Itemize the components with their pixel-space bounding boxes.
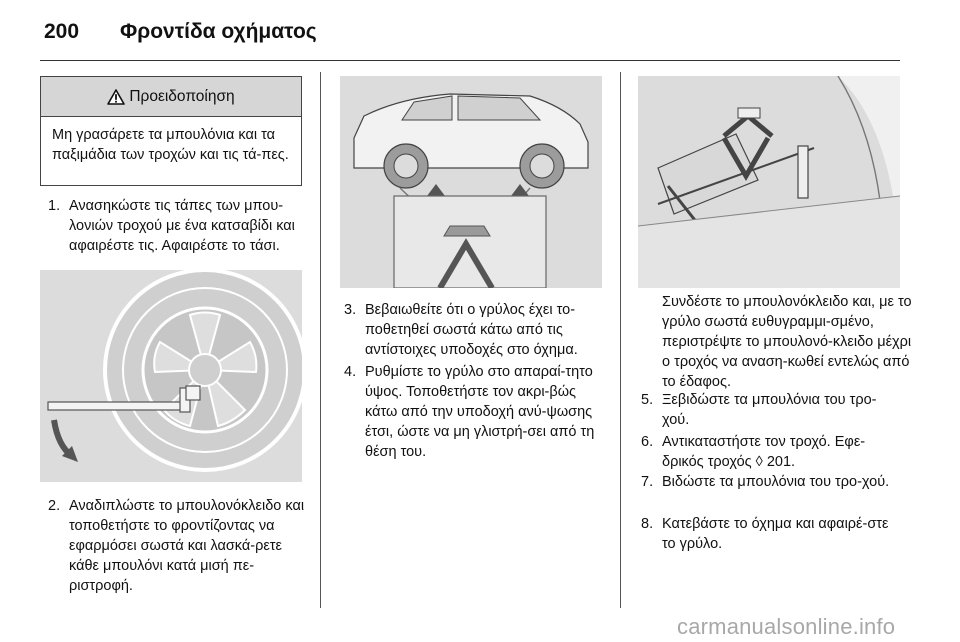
step-text: Αναδιπλώστε το μπουλονόκλειδο και τοποθετήστε το φροντίζοντας να εφαρμόσει σωστά και λασκά-ρετε κάθε μπουλόνι κατά μισή πε-ριστροφή. (69, 498, 305, 594)
page-title: Φροντίδα οχήματος (120, 20, 317, 43)
car-jack-points-illustration (340, 76, 602, 288)
continuation-paragraph: Συνδέστε το μπουλονόκλειδο και, με το γρύλο σωστά ευθυγραμμι-σμένο, περιστρέψτε το μπουλονό-κλειδο μέχρι ο τροχός να αναση-κωθεί εντελώς από το έδαφος. (662, 294, 912, 390)
warning-text: Μη γρασάρετε τα μπουλόνια και τα παξιμάδια των τροχών και τις τά-πες. (52, 127, 289, 163)
step-8 (641, 514, 903, 554)
column-divider-1 (320, 72, 321, 608)
step-text: Κατεβάστε το όχημα και αφαιρέ-στε το γρύλο. (662, 516, 889, 552)
step-2 (48, 496, 310, 596)
step-7 (641, 472, 903, 492)
column-divider-2 (620, 72, 621, 608)
step-4 (344, 362, 606, 462)
page-reference-link[interactable]: 201. (766, 454, 796, 470)
warning-triangle-icon (107, 89, 125, 105)
warning-heading-text: Προειδοποίηση (129, 87, 235, 105)
step-text: Βιδώστε τα μπουλόνια του τρο-χού. (662, 474, 890, 490)
step-6 (641, 432, 903, 472)
step-1 (48, 196, 310, 256)
step-number: 6. (641, 434, 654, 450)
step-3 (344, 300, 606, 360)
step-number: 8. (641, 516, 654, 532)
wheel-wrench-illustration (40, 270, 302, 482)
step-text: Ξεβιδώστε τα μπουλόνια του τρο-χού. (662, 392, 877, 428)
step-number: 4. (344, 364, 357, 380)
warning-heading (41, 77, 301, 117)
header-rule (40, 60, 900, 61)
warning-box (40, 76, 302, 186)
step-text: Ρυθμίστε το γρύλο στο απαραί-τητο ύψος. Τοποθετήστε τον ακρι-βώς κάτω από την υποδοχή ανύ-ψωσης έτσι, ώστε να μη γλιστρή-σει από τη θέση του. (365, 364, 595, 460)
page-number: 200 (44, 20, 80, 43)
step-text-main: Αντικαταστήστε τον τροχό. Εφε-δρικός τροχός (662, 434, 866, 470)
page-reference-icon: ◊ (755, 454, 763, 470)
step-text (662, 432, 903, 472)
step-number: 2. (48, 498, 61, 514)
step-number: 1. (48, 198, 61, 214)
step-text: Ανασηκώστε τις τάπες των μπου-λονιών τροχού με ένα κατσαβίδι και αφαιρέστε τις. Αφαιρέστε το τάσι. (69, 198, 295, 254)
step-5 (641, 390, 903, 430)
step-number: 5. (641, 392, 654, 408)
step-text: Βεβαιωθείτε ότι ο γρύλος έχει το-ποθετηθεί σωστά κάτω από τις αντίστοιχες υποδοχές στο όχημα. (365, 302, 578, 358)
page-header (44, 12, 317, 52)
step-number: 3. (344, 302, 357, 318)
watermark: carmanualsonline.info (677, 614, 896, 639)
step-number: 7. (641, 474, 654, 490)
jack-crank-illustration (638, 76, 900, 288)
